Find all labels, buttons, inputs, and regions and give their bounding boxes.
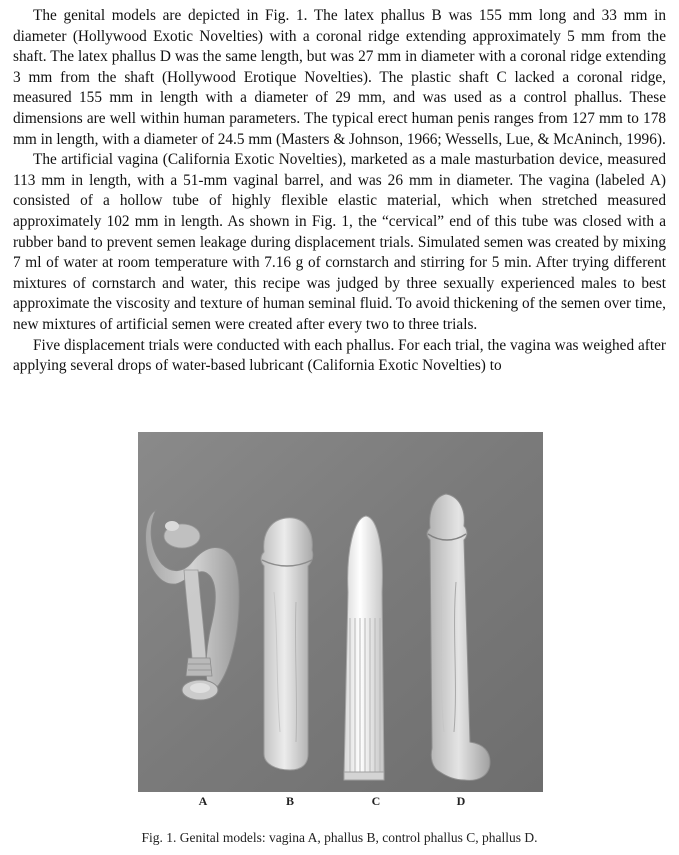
- phallus-model-b: [261, 518, 313, 770]
- figure-label-c: C: [371, 794, 381, 808]
- body-text: [13, 6, 666, 377]
- paragraph-genital-models: The genital models are depicted in Fig. 1. The latex phallus B was 155 mm long and 33 mm in diameter (Hollywood Exotic Novelties) with a coronal ridge extending approximately 5 mm from the shaft. The latex phallus D was the same length, but was 27 mm in diameter with a coronal ridge extending 3 mm from the shaft (Hollywood Erotique Novelties). The plastic shaft C lacked a coronal ridge, measured 155 mm in length with a diameter of 29 mm, and was used as a control phallus. These dimensions are well within human parameters. The typical erect human penis ranges from 127 mm to 178 mm in length, with a diameter of 24.5 mm (Masters & Johnson, 1966; Wessells, Lue, & McAninch, 1996).: [13, 7, 666, 148]
- figure-label-b: B: [285, 794, 294, 808]
- figure-photo-genital-models: [138, 432, 543, 792]
- figure-caption: Fig. 1. Genital models: vagina A, phallus B, control phallus C, phallus D.: [141, 830, 538, 845]
- phallus-model-c: [344, 516, 384, 780]
- figure-label-d: D: [456, 794, 466, 808]
- figure-label-a: A: [198, 794, 208, 808]
- paragraph-displacement-trials: Five displacement trials were conducted with each phallus. For each trial, the vagina was weighed after applying several drops of water-based lubricant (California Exotic Novelties) to: [13, 336, 666, 375]
- paragraph-artificial-vagina: The artificial vagina (California Exotic Novelties), marketed as a male masturbation device, measured 113 mm in length, with a 51-mm vaginal barrel, and was 26 mm in diameter. The vagina (labeled A) consisted of a hollow tube of highly flexible elastic material, which when stretched measured approximately 102 mm in length. As shown in Fig. 1, the “cervical” end of this tube was closed with a rubber band to prevent semen leakage during displacement trials. Simulated semen was created by mixing 7 ml of water at room temperature with 7.16 g of cornstarch and stirring for 5 min. After trying different mixtures of cornstarch and water, this recipe was judged by three sexually experienced males to best approximate the viscosity and texture of human seminal fluid. To avoid thickening of the semen over time, new mixtures of artificial semen were created after every two to three trials.: [13, 151, 666, 333]
